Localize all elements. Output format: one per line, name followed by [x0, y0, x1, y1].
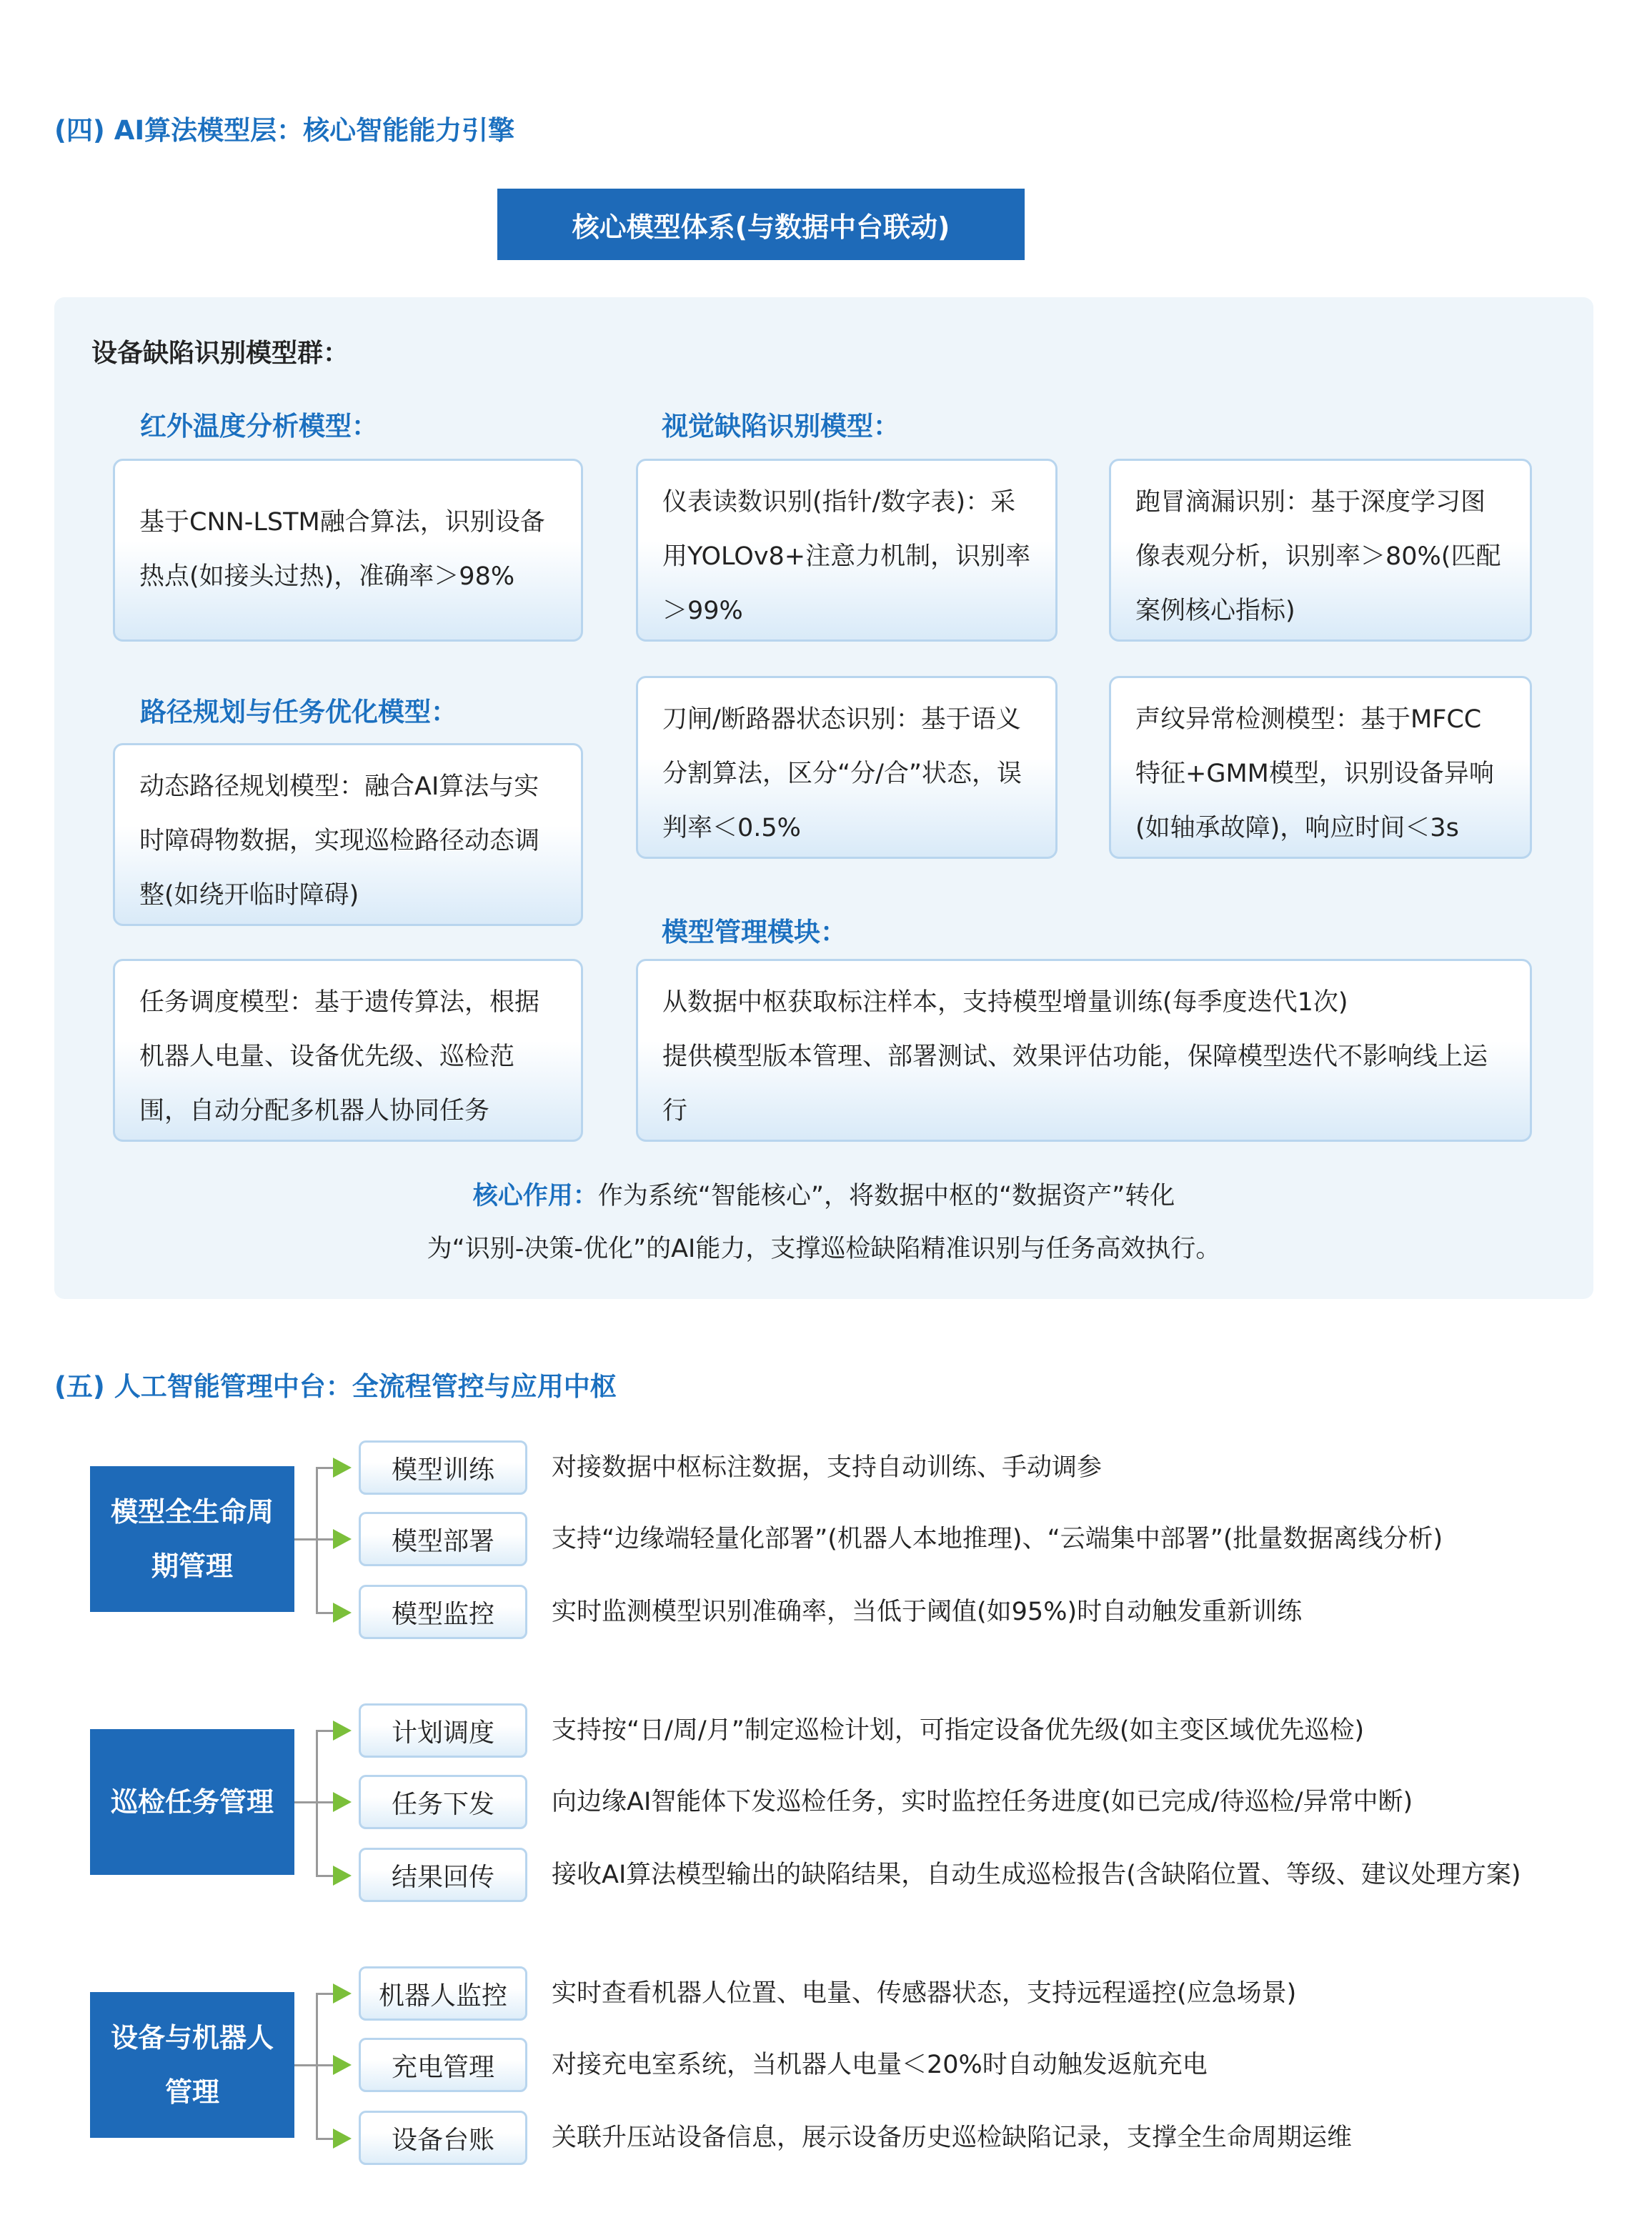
tree-branch — [316, 1730, 333, 1732]
tree-branch — [316, 1993, 333, 1995]
tree-connector — [294, 1801, 316, 1803]
arrow-right-icon — [333, 2129, 352, 2149]
arrow-right-icon — [333, 2055, 352, 2075]
path-card-dynamic — [113, 743, 583, 926]
item-plan-schedule: 计划调度 — [359, 1703, 527, 1758]
item-task-dispatch: 任务下发 — [359, 1775, 527, 1829]
core-model-banner: 核心模型体系(与数据中台联动) — [497, 189, 1025, 260]
panel-title: 设备缺陷识别模型群： — [91, 339, 349, 368]
tree-branch — [316, 2138, 333, 2140]
visual-card-acoustic-text: 声纹异常检测模型：基于MFCC特征+GMM模型，识别设备异响(如轴承故障)，响应时间＜3s — [1135, 705, 1494, 842]
visual-card-meter — [636, 459, 1058, 642]
desc-result-return: 接收AI算法模型输出的缺陷结果，自动生成巡检报告(含缺陷位置、等级、建议处理方案) — [552, 1861, 1521, 1889]
management-line1: 从数据中枢获取标注样本，支持模型增量训练(每季度迭代1次) — [662, 988, 1348, 1017]
core-role-line2: 为“识别-决策-优化”的AI能力，支撑巡检缺陷精准识别与任务高效执行。 — [427, 1235, 1221, 1263]
group-device-robot: 设备与机器人管理 — [90, 1992, 294, 2138]
item-model-deploy: 模型部署 — [359, 1512, 527, 1566]
core-role-label: 核心作用： — [472, 1182, 598, 1210]
desc-model-deploy: 支持“边缘端轻量化部署”(机器人本地推理)、“云端集中部署”(批量数据离线分析) — [552, 1525, 1443, 1553]
path-card-scheduling — [113, 959, 583, 1142]
visual-card-leak — [1109, 459, 1532, 642]
tree-branch — [316, 2064, 333, 2066]
tree-branch — [316, 1875, 333, 1877]
arrow-right-icon — [333, 1866, 352, 1886]
infrared-heading: 红外温度分析模型： — [140, 411, 378, 442]
tree-connector — [294, 1538, 316, 1540]
tree-branch — [316, 1801, 333, 1803]
section4-heading: (四) AI算法模型层：核心智能能力引擎 — [54, 115, 515, 146]
core-role-line1 — [54, 1176, 1593, 1212]
arrow-right-icon — [333, 1792, 352, 1812]
item-result-return: 结果回传 — [359, 1848, 527, 1902]
tree-branch — [316, 1467, 333, 1469]
management-heading: 模型管理模块： — [662, 917, 847, 947]
arrow-right-icon — [333, 1983, 352, 2004]
visual-card-switch — [636, 676, 1058, 859]
section5-heading: (五) 人工智能管理中台：全流程管控与应用中枢 — [54, 1371, 617, 1402]
desc-plan-schedule: 支持按“日/周/月”制定巡检计划，可指定设备优先级(如主变区域优先巡检) — [552, 1716, 1365, 1745]
visual-card-leak-text: 跑冒滴漏识别：基于深度学习图像表观分析，识别率＞80%(匹配案例核心指标) — [1135, 488, 1501, 625]
tree-connector — [294, 2064, 316, 2066]
desc-model-monitor: 实时监测模型识别准确率，当低于阈值(如95%)时自动触发重新训练 — [552, 1598, 1303, 1626]
infrared-card-text: 基于CNN-LSTM融合算法，识别设备热点(如接头过热)，准确率＞98% — [139, 508, 545, 591]
tree-branch — [316, 1612, 333, 1614]
desc-device-ledger: 关联升压站设备信息，展示设备历史巡检缺陷记录，支撑全生命周期运维 — [552, 2124, 1353, 2152]
visual-card-switch-text: 刀闸/断路器状态识别：基于语义分割算法，区分“分/合”状态，误判率＜0.5% — [662, 705, 1022, 842]
management-card — [636, 959, 1532, 1142]
group-inspection-task: 巡检任务管理 — [90, 1729, 294, 1875]
desc-charge-manage: 对接充电室系统，当机器人电量＜20%时自动触发返航充电 — [552, 2051, 1208, 2079]
path-heading: 路径规划与任务优化模型： — [140, 697, 457, 727]
arrow-right-icon — [333, 1529, 352, 1549]
visual-heading: 视觉缺陷识别模型： — [662, 411, 900, 442]
item-charge-manage: 充电管理 — [359, 2038, 527, 2092]
visual-card-acoustic — [1109, 676, 1532, 859]
visual-card-meter-text: 仪表读数识别(指针/数字表)：采用YOLOv8+注意力机制，识别率＞99% — [662, 488, 1031, 625]
arrow-right-icon — [333, 1603, 352, 1623]
tree-trunk — [316, 1730, 318, 1877]
management-line2: 提供模型版本管理、部署测试、效果评估功能，保障模型迭代不影响线上运行 — [662, 1042, 1488, 1125]
core-role-text1: 作为系统“智能核心”，将数据中枢的“数据资产”转化 — [597, 1182, 1175, 1210]
path-card-dynamic-text: 动态路径规划模型：融合AI算法与实时障碍物数据，实现巡检路径动态调整(如绕开临时障碍) — [139, 772, 540, 910]
item-robot-monitor: 机器人监控 — [359, 1966, 527, 2021]
arrow-right-icon — [333, 1458, 352, 1478]
desc-model-training: 对接数据中枢标注数据，支持自动训练、手动调参 — [552, 1453, 1103, 1482]
arrow-right-icon — [333, 1721, 352, 1741]
tree-branch — [316, 1538, 333, 1540]
tree-trunk — [316, 1993, 318, 2140]
path-card-scheduling-text: 任务调度模型：基于遗传算法，根据机器人电量、设备优先级、巡检范围，自动分配多机器人协同任务 — [139, 988, 540, 1125]
item-model-training: 模型训练 — [359, 1440, 527, 1495]
item-model-monitor: 模型监控 — [359, 1585, 527, 1639]
desc-task-dispatch: 向边缘AI智能体下发巡检任务，实时监控任务进度(如已完成/待巡检/异常中断) — [552, 1788, 1413, 1816]
item-device-ledger: 设备台账 — [359, 2111, 527, 2165]
infrared-card — [113, 459, 583, 642]
tree-trunk — [316, 1467, 318, 1614]
desc-robot-monitor: 实时查看机器人位置、电量、传感器状态，支持远程遥控(应急场景) — [552, 1979, 1297, 2008]
group-model-lifecycle: 模型全生命周期管理 — [90, 1466, 294, 1612]
